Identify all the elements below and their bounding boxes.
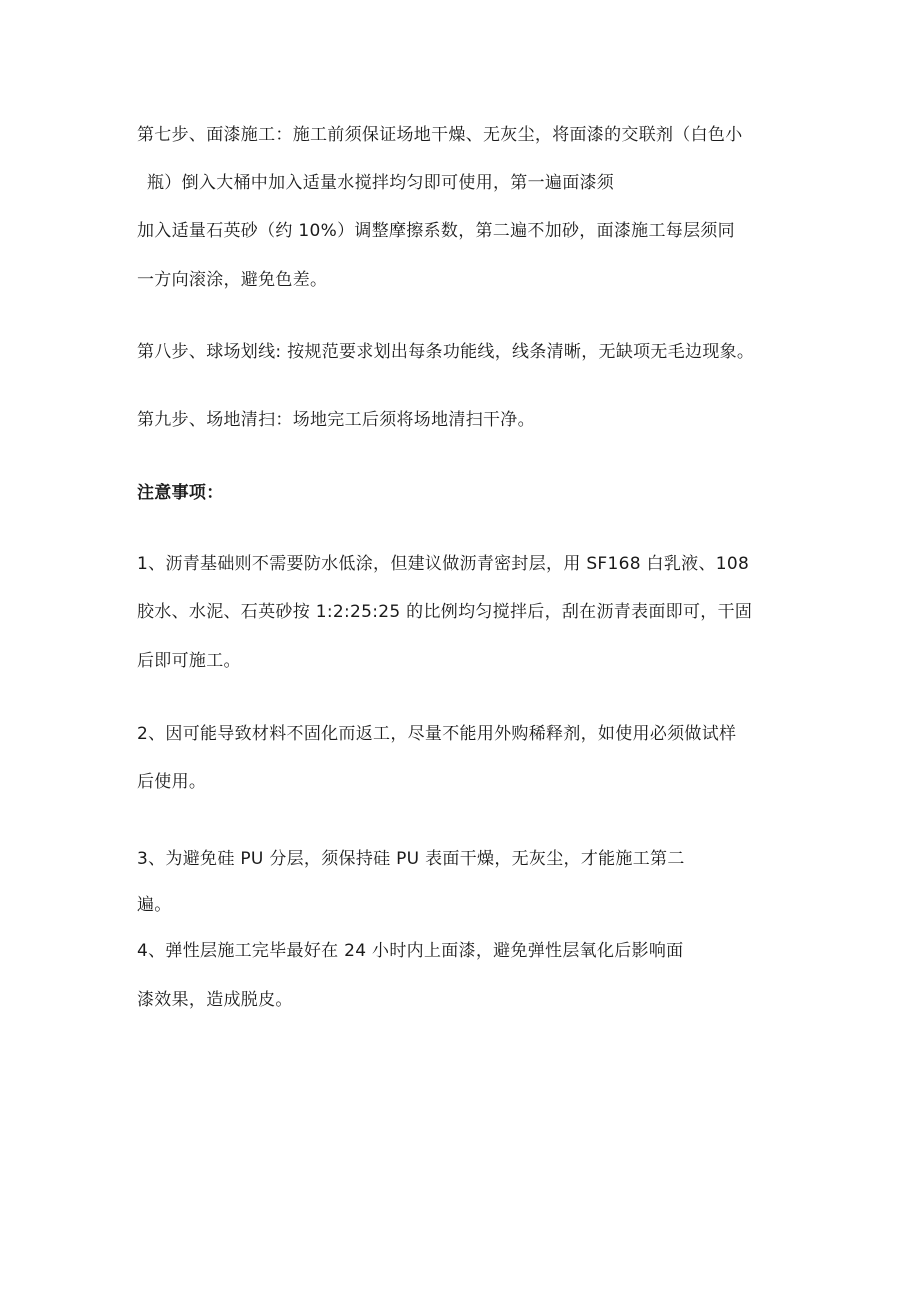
note4-line-1: 4、弹性层施工完毕最好在 24 小时内上面漆，避免弹性层氧化后影响面 bbox=[137, 941, 684, 961]
note3-line-2: 遍。 bbox=[137, 895, 172, 915]
step7-line-4: 一方向滚涂，避免色差。 bbox=[137, 270, 328, 290]
note2-line-1: 2、因可能导致材料不固化而返工，尽量不能用外购稀释剂，如使用必须做试样 bbox=[137, 724, 737, 744]
note2-line-2: 后使用。 bbox=[137, 772, 207, 792]
step7-line-2: 瓶）倒入大桶中加入适量水搅拌均匀即可使用，第一遍面漆须 bbox=[147, 173, 615, 193]
notes-heading: 注意事项： bbox=[137, 483, 224, 503]
step7-line-3: 加入适量石英砂（约 10%）调整摩擦系数，第二遍不加砂，面漆施工每层须同 bbox=[137, 221, 735, 241]
note1-line-1: 1、沥青基础则不需要防水低涂，但建议做沥青密封层，用 SF168 白乳液、108 bbox=[137, 554, 750, 574]
note4-line-2: 漆效果，造成脱皮。 bbox=[137, 990, 293, 1010]
note1-line-3: 后即可施工。 bbox=[137, 651, 241, 671]
step7-line-1: 第七步、面漆施工：施工前须保证场地干燥、无灰尘，将面漆的交联剂（白色小 bbox=[137, 125, 743, 145]
step8-line-1: 第八步、球场划线: 按规范要求划出每条功能线，线条清晰，无缺项无毛边现象。 bbox=[137, 342, 755, 362]
step9-line-1: 第九步、场地清扫：场地完工后须将场地清扫干净。 bbox=[137, 410, 535, 430]
note1-line-2: 胶水、水泥、石英砂按 1:2:25:25 的比例均匀搅拌后，刮在沥青表面即可，干固 bbox=[137, 602, 753, 622]
note3-line-1: 3、为避免硅 PU 分层，须保持硅 PU 表面干燥，无灰尘，才能施工第二 bbox=[137, 849, 685, 869]
